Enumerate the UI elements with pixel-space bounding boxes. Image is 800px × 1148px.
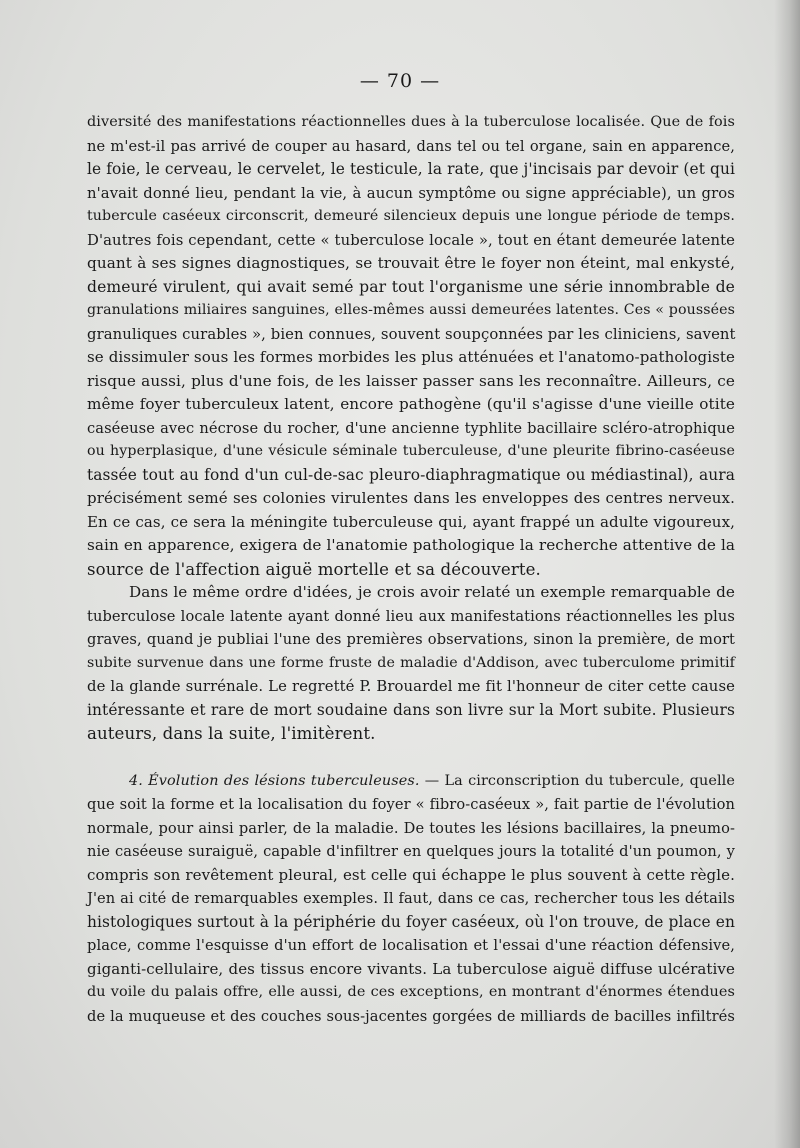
text-line: caséeuse avec nécrose du rocher, d'une ancienne typhlite bacillaire scléro-atrophique (87, 419, 735, 437)
text-line: le foie, le cerveau, le cervelet, le testicule, la rate, que j'incisais par devoir (et qui (87, 160, 735, 178)
paragraph (87, 581, 735, 746)
book-spine-shadow (774, 0, 800, 1148)
text-line: granulations miliaires sanguines, elles-mêmes aussi demeurées latentes. Ces « poussées (87, 302, 735, 318)
text-line: source de l'affection aiguë mortelle et sa découverte. (87, 559, 541, 579)
text-line: ou hyperplasique, d'une vésicule séminale tuberculeuse, d'une pleurite fibrino-caséeuse (87, 443, 735, 459)
text-line: même foyer tuberculeux latent, encore pathogène (qu'il s'agisse d'une vieille otite (87, 395, 735, 413)
text-line: du voile du palais offre, elle aussi, de ces exceptions, en montrant d'énormes étendues (87, 984, 735, 1000)
body-text (87, 111, 735, 1028)
text-line: demeuré virulent, qui avait semé par tout l'organisme une série innombrable de (87, 277, 735, 296)
text-line: giganti-cellulaire, des tissus encore vivants. La tuberculose aiguë diffuse ulcérative (87, 959, 735, 978)
paragraph-spacer (87, 746, 735, 770)
text-line: que soit la forme et la localisation du foyer « fibro-caséeux », fait partie de l'évolution (87, 796, 735, 813)
section-heading: 4. Évolution des lésions tuberculeuses. (129, 772, 420, 789)
text-line: En ce cas, ce sera la méningite tuberculeuse qui, ayant frappé un adulte vigoureux, (87, 512, 735, 531)
text-line: graves, quand je publiai l'une des premières observations, sinon la première, de mort (87, 631, 735, 648)
paragraph (87, 770, 735, 1029)
text-line: intéressante et rare de mort soudaine dans son livre sur la Mort subite. Plusieurs (87, 700, 735, 719)
text-line: sain en apparence, exigera de l'anatomie pathologique la recherche attentive de la (87, 536, 736, 554)
text-line: n'avait donné lieu, pendant la vie, à aucun symptôme ou signe appréciable), un gros (87, 184, 735, 202)
text-line: tuberculose locale latente ayant donné lieu aux manifestations réactionnelles les plus (87, 607, 735, 625)
paragraph (87, 111, 735, 581)
text-line: place, comme l'esquisse d'un effort de localisation et l'essai d'une réaction défensive, (87, 937, 735, 954)
text-line: normale, pour ainsi parler, de la maladie. De toutes les lésions bacillaires, la pneumo- (87, 819, 735, 837)
text-line: histologiques surtout à la périphérie du foyer caséeux, où l'on trouve, de place en (87, 912, 735, 931)
text-line: de la glande surrénale. Le regretté P. Brouardel me fit l'honneur de citer cette cause (87, 678, 735, 695)
text-line: compris son revêtement pleural, est celle qui échappe le plus souvent à cette règle. (87, 865, 735, 884)
text-line: tubercule caséeux circonscrit, demeuré silencieux depuis une longue période de temps. (87, 208, 735, 224)
text-line: risque aussi, plus d'une fois, de les laisser passer sans les reconnaître. Ailleurs, ce (87, 371, 735, 390)
section-heading-line (87, 770, 735, 794)
page-number: — 70 — (359, 70, 441, 92)
text-line: diversité des manifestations réactionnelles dues à la tuberculose localisée. Que de fois (87, 114, 735, 130)
text-line: subite survenue dans une forme fruste de maladie d'Addison, avec tuberculome primitif (87, 654, 735, 671)
text-line: D'autres fois cependant, cette « tuberculose locale », tout en étant demeurée latente (87, 231, 735, 249)
text-line: granuliques curables », bien connues, souvent soupçonnées par les cliniciens, savent (87, 325, 736, 343)
text-line: de la muqueuse et des couches sous-jacentes gorgées de milliards de bacilles infiltrés (87, 1007, 735, 1025)
text-line: précisément semé ses colonies virulentes dans les enveloppes des centres nerveux. (87, 489, 735, 507)
text-line: nie caséeuse suraiguë, capable d'infiltrer en quelques jours la totalité d'un poumon, y (87, 843, 735, 860)
text-line: se dissimuler sous les formes morbides les plus atténuées et l'anatomo-pathologiste (87, 348, 735, 366)
text-line: auteurs, dans la suite, l'imitèrent. (87, 724, 376, 743)
text-line: quant à ses signes diagnostiques, se trouvait être le foyer non éteint, mal enkysté, (87, 254, 735, 272)
heading-line-rest: — La circonscription du tubercule, quelle (419, 772, 735, 789)
text-line: J'en ai cité de remarquables exemples. Il faut, dans ce cas, rechercher tous les détails (87, 890, 735, 907)
text-line: Dans le même ordre d'idées, je crois avoir relaté un exemple remarquable de (129, 583, 735, 601)
text-line: tassée tout au fond d'un cul-de-sac pleuro-diaphragmatique ou médiastinal), aura (87, 465, 735, 484)
text-line: ne m'est-il pas arrivé de couper au hasard, dans tel ou tel organe, sain en apparence, (87, 137, 735, 155)
